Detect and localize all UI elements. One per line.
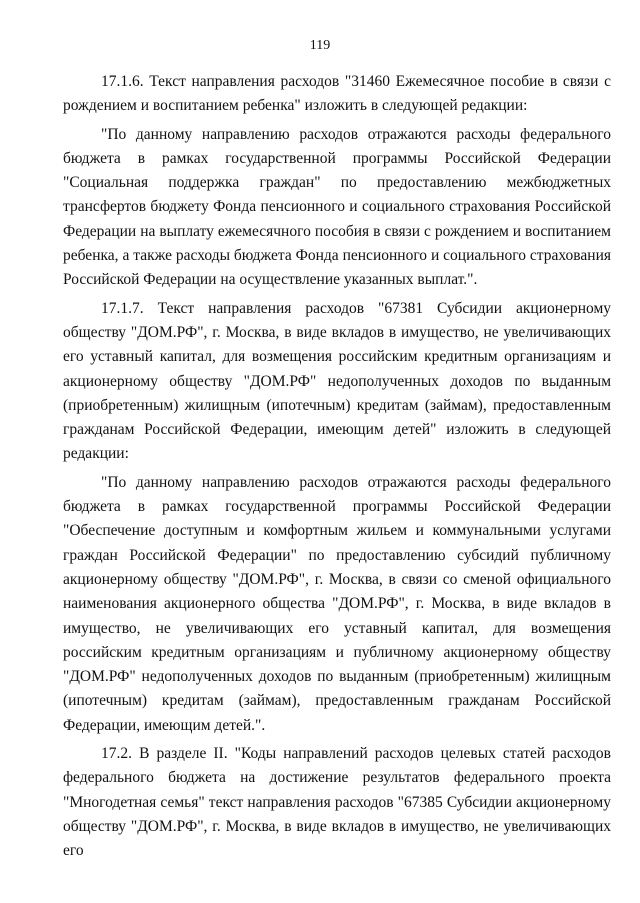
paragraph-17-1-7-new-text: "По данному направлению расходов отражаются расходы федерального бюджета в рамках государственной программы Российской Федерации "Обеспечение доступным и комфортным жильем и коммунальными услугами граждан Российской Федерации" по предоставлению субсидий публичному акционерному обществу "ДОМ.РФ", г. Москва, в связи со сменой официального наименования акционерного общества "ДОМ.РФ", г. Москва, в виде вкладов в имущество, не увеличивающих его уставный капитал, для возмещения российским кредитным организациям и публичному акционерному обществу "ДОМ.РФ" недополученных доходов по выданным (приобретенным) жилищным (ипотечным) кредитам (займам), предоставленным гражданам Российской Федерации, имеющим детей.". <box>63 473 611 734</box>
document-body <box>63 70 611 866</box>
paragraph-17-1-6: 17.1.6. Текст направления расходов "31460 Ежемесячное пособие в связи с рождением и воспитанием ребенка" изложить в следующей редакции: <box>63 73 611 115</box>
paragraph-17-2: 17.2. В разделе II. "Коды направлений расходов целевых статей расходов федерального бюджета на достижение результатов федерального проекта "Многодетная семья" текст направления расходов "67385 Субсидии акционерному обществу "ДОМ.РФ", г. Москва, в виде вкладов в имущество, не увеличивающих его <box>63 745 611 860</box>
page-number: 119 <box>309 38 331 53</box>
paragraph-17-1-7: 17.1.7. Текст направления расходов "67381 Субсидии акционерному обществу "ДОМ.РФ", г. Москва, в виде вкладов в имущество, не увеличивающих его уставный капитал, для возмещения российским кредитным организациям и акционерному обществу "ДОМ.РФ" недополученных доходов по выданным (приобретенным) жилищным (ипотечным) кредитам (займам), предоставленным гражданам Российской Федерации, имеющим детей" изложить в следующей редакции: <box>63 299 611 463</box>
paragraph-17-1-6-new-text: "По данному направлению расходов отражаются расходы федерального бюджета в рамках государственной программы Российской Федерации "Социальная поддержка граждан" по предоставлению межбюджетных трансфертов бюджету Фонда пенсионного и социального страхования Российской Федерации на выплату ежемесячного пособия в связи с рождением и воспитанием ребенка, а также расходы бюджета Фонда пенсионного и социального страхования Российской Федерации на осуществление указанных выплат.". <box>63 125 611 289</box>
